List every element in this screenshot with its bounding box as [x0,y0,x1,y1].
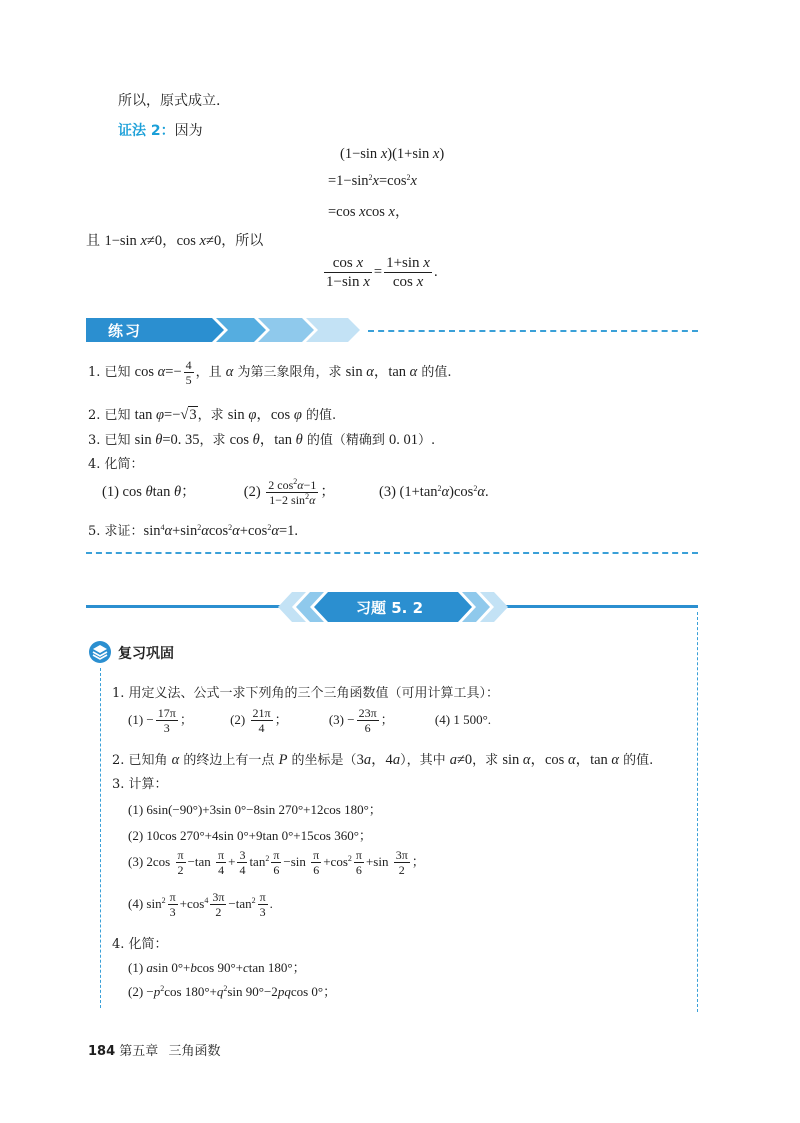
conclusion-equation: $\frac{\text{cos x}}{\text{1−sin x}}$ = $\frac{\text{1+sin x}}{\text{cos x}}$ . [326,255,438,290]
equation-line-3: =cos xcos x， [328,204,410,220]
exercise-q2: 2. 已知角 α 的终边上有一点 P 的坐标是（3a，4a），其中 a≠0，求 sin α，cos α，tan α 的值. [112,752,654,768]
equation-line-1: (1−sin x)(1+sin x) [340,146,445,162]
condition-prefix: 且 [86,233,105,249]
page-number: 184 [88,1044,116,1059]
exercise-q3: 3. 计算： [112,777,168,792]
practice-q4-parts: (1) cos θtan θ； (2) $\frac{2 \cos^2\alpha-1}{1-2 \sin^2\alpha}$ ； (3) $(1+\tan^2\alpha)\cos^2\alpha$. [102,477,489,508]
exercise-q3-part3: (3) 2cos $\frac{\pi}{2}$ −tan $\frac{\pi}{4}$ + $\frac{3}{4}$ $\tan^2$ $\frac{\pi}{6}$ −sin $\frac{\pi}{6}$ $+\cos^2$ $\frac{\pi}{6}$ +sin $\frac{3\pi}{2}$ ； [128,848,425,878]
chapter-label: 第五章 [119,1044,159,1059]
exercise-title: 习题 5. 2 [356,599,424,617]
exercise-left-dashes [100,668,101,1008]
exercise-rule-right [500,605,698,608]
exercise-q4-part2: $(2) -p^2\cos$ $180^\circ+q^2\sin$ 90°−2pqcos 0°； [128,984,337,999]
page-footer [88,1040,220,1059]
proof2-intro [118,120,203,140]
proof2-text: 因为 [174,123,203,139]
exercise-q1-parts: (1) − $\frac{17\pi}{3}$ ； (2) $\frac{21\pi}{4}$ ； (3) − $\frac{23\pi}{6}$ ； (4) 1 500°. [128,706,492,736]
practice-title: 练习 [108,322,143,340]
condition-line: 且 1−sin x≠0，cos x≠0，所以 [86,233,264,249]
practice-bottom-dashes [86,552,698,554]
practice-q5: 5. 求证：$\sin^4\alpha+\sin^2\alpha\cos^2\alpha+\cos^2\alpha=1$. [88,523,298,539]
practice-q4: 4. 化简： [88,457,144,472]
exercise-rule-left [86,605,286,608]
exercise-q3-part4: (4) $\sin^2$ $\frac{\pi}{3}$ $+\cos^4$ $\frac{3\pi}{2}$ $-\tan^2$ $\frac{\pi}{3}$ . [128,890,273,920]
condition-suffix: ，所以 [221,233,264,249]
practice-top-dashes [368,330,698,332]
section-title: 复习巩固 [118,646,174,662]
exercise-q3-part2: (2) 10cos 270°+4sin 0°+9tan 0°+15cos 360°； [128,828,372,843]
exercise-q4-part1: (1) asin 0°+bcos 90°+ctan 180°； [128,960,306,975]
chapter-title: 三角函数 [168,1044,221,1059]
practice-q1: 1. 已知 cos α=− $\frac{4}{5}$ ，且 α 为第三象限角，求 sin α，tan α 的值. [88,358,452,388]
equation-line-2: $=1-\sin^2x=\cos^2x$ [328,173,417,189]
proof2-label: 证法 2： [118,123,175,139]
practice-q3: 3. 已知 sin θ=0. 35，求 cos θ，tan θ 的值（精确到 0. 01）. [88,432,436,448]
exercise-q1: 1. 用定义法、公式一求下列角的三个三角函数值（可用计算工具）： [112,686,500,701]
practice-q2: 2. 已知 tan φ=−√3，求 sin φ，cos φ 的值. [88,407,337,423]
exercise-right-dashes [697,612,698,1012]
exercise-q3-part1: (1) 6sin(−90°)+3sin 0°−8sin 270°+12cos 180°； [128,802,382,817]
proof1-conclusion: 所以，原式成立. [118,93,221,109]
layers-icon [88,640,112,664]
exercise-q4: 4. 化简： [112,937,168,952]
